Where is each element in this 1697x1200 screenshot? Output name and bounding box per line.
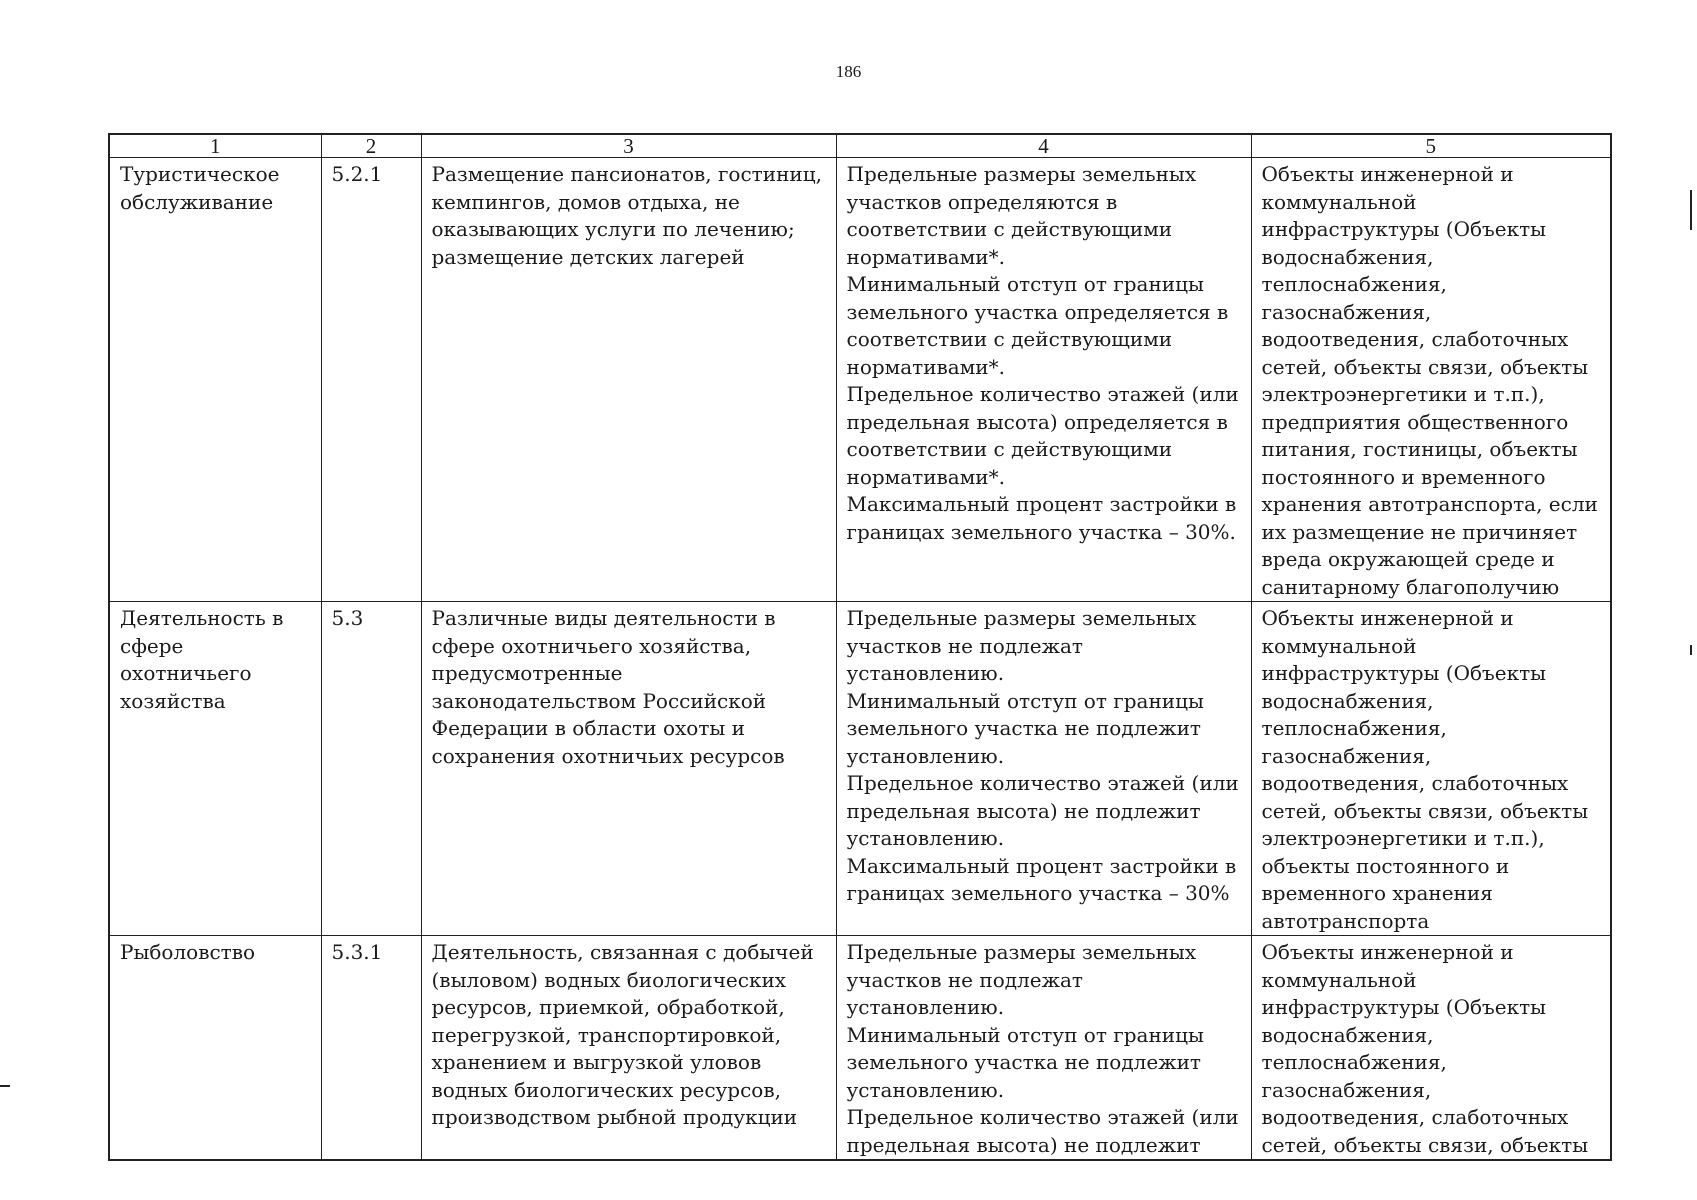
land-use-table: [108, 133, 1612, 1161]
column-header-1: 1: [109, 134, 321, 158]
use-type-name: Туристическое обслуживание: [109, 158, 321, 602]
use-type-description: Различные виды деятельности в сфере охотничьего хозяйства, предусмотренные законодательством Российской Федерации в области охоты и сохранения охотничьих ресурсов: [421, 602, 836, 936]
use-type-parameters: Предельные размеры земельных участков определяются в соответствии с действующими нормативами*. Минимальный отступ от границы земельного участка определяется в соответствии с действующими нормативами*. Предельное количество этажей (или предельная высота) определяется в соответствии с действующими нормативами*. Максимальный процент застройки в границах земельного участка – 30%.: [836, 158, 1251, 602]
use-type-name: Деятельность в сфере охотничьего хозяйства: [109, 602, 321, 936]
table-row: [109, 602, 1611, 936]
use-type-auxiliary: Объекты инженерной и коммунальной инфраструктуры (Объекты водоснабжения, теплоснабжения, газоснабжения, водоотведения, слаботочных сетей, объекты связи, объекты электроэнергетики и т.п.), предприятия общественного питания, гостиницы, объекты постоянного и временного хранения автотранспорта, если их размещение не причиняет вреда окружающей среде и санитарному благополучию: [1251, 158, 1611, 602]
use-type-auxiliary: Объекты инженерной и коммунальной инфраструктуры (Объекты водоснабжения, теплоснабжения, газоснабжения, водоотведения, слаботочных сетей, объекты связи, объекты: [1251, 936, 1611, 1161]
column-header-2: 2: [321, 134, 421, 158]
column-header-3: 3: [421, 134, 836, 158]
use-type-description: Размещение пансионатов, гостиниц, кемпингов, домов отдыха, не оказывающих услуги по лечению; размещение детских лагерей: [421, 158, 836, 602]
page-number: 186: [835, 62, 862, 81]
scan-margin-mark: [1690, 190, 1692, 230]
column-header-5: 5: [1251, 134, 1611, 158]
scan-margin-mark: [0, 1085, 10, 1087]
use-type-parameters: Предельные размеры земельных участков не подлежат установлению. Минимальный отступ от границы земельного участка не подлежит установлению. Предельное количество этажей (или предельная высота) не подлежит установлению. Максимальный процент застройки в границах земельного участка – 30%: [836, 602, 1251, 936]
use-type-code: 5.3.1: [321, 936, 421, 1161]
use-type-code: 5.2.1: [321, 158, 421, 602]
column-header-4: 4: [836, 134, 1251, 158]
use-type-name: Рыболовство: [109, 936, 321, 1161]
use-type-description: Деятельность, связанная с добычей (выловом) водных биологических ресурсов, приемкой, обработкой, перегрузкой, транспортировкой, хранением и выгрузкой уловов водных биологических ресурсов, производством рыбной продукции: [421, 936, 836, 1161]
use-type-code: 5.3: [321, 602, 421, 936]
scan-margin-mark: [1690, 645, 1692, 655]
table-row: [109, 158, 1611, 602]
use-type-auxiliary: Объекты инженерной и коммунальной инфраструктуры (Объекты водоснабжения, теплоснабжения, газоснабжения, водоотведения, слаботочных сетей, объекты связи, объекты электроэнергетики и т.п.), объекты постоянного и временного хранения автотранспорта: [1251, 602, 1611, 936]
use-type-parameters: Предельные размеры земельных участков не подлежат установлению. Минимальный отступ от границы земельного участка не подлежит установлению. Предельное количество этажей (или предельная высота) не подлежит: [836, 936, 1251, 1161]
table-header-row: [109, 134, 1611, 158]
table-row: [109, 936, 1611, 1161]
